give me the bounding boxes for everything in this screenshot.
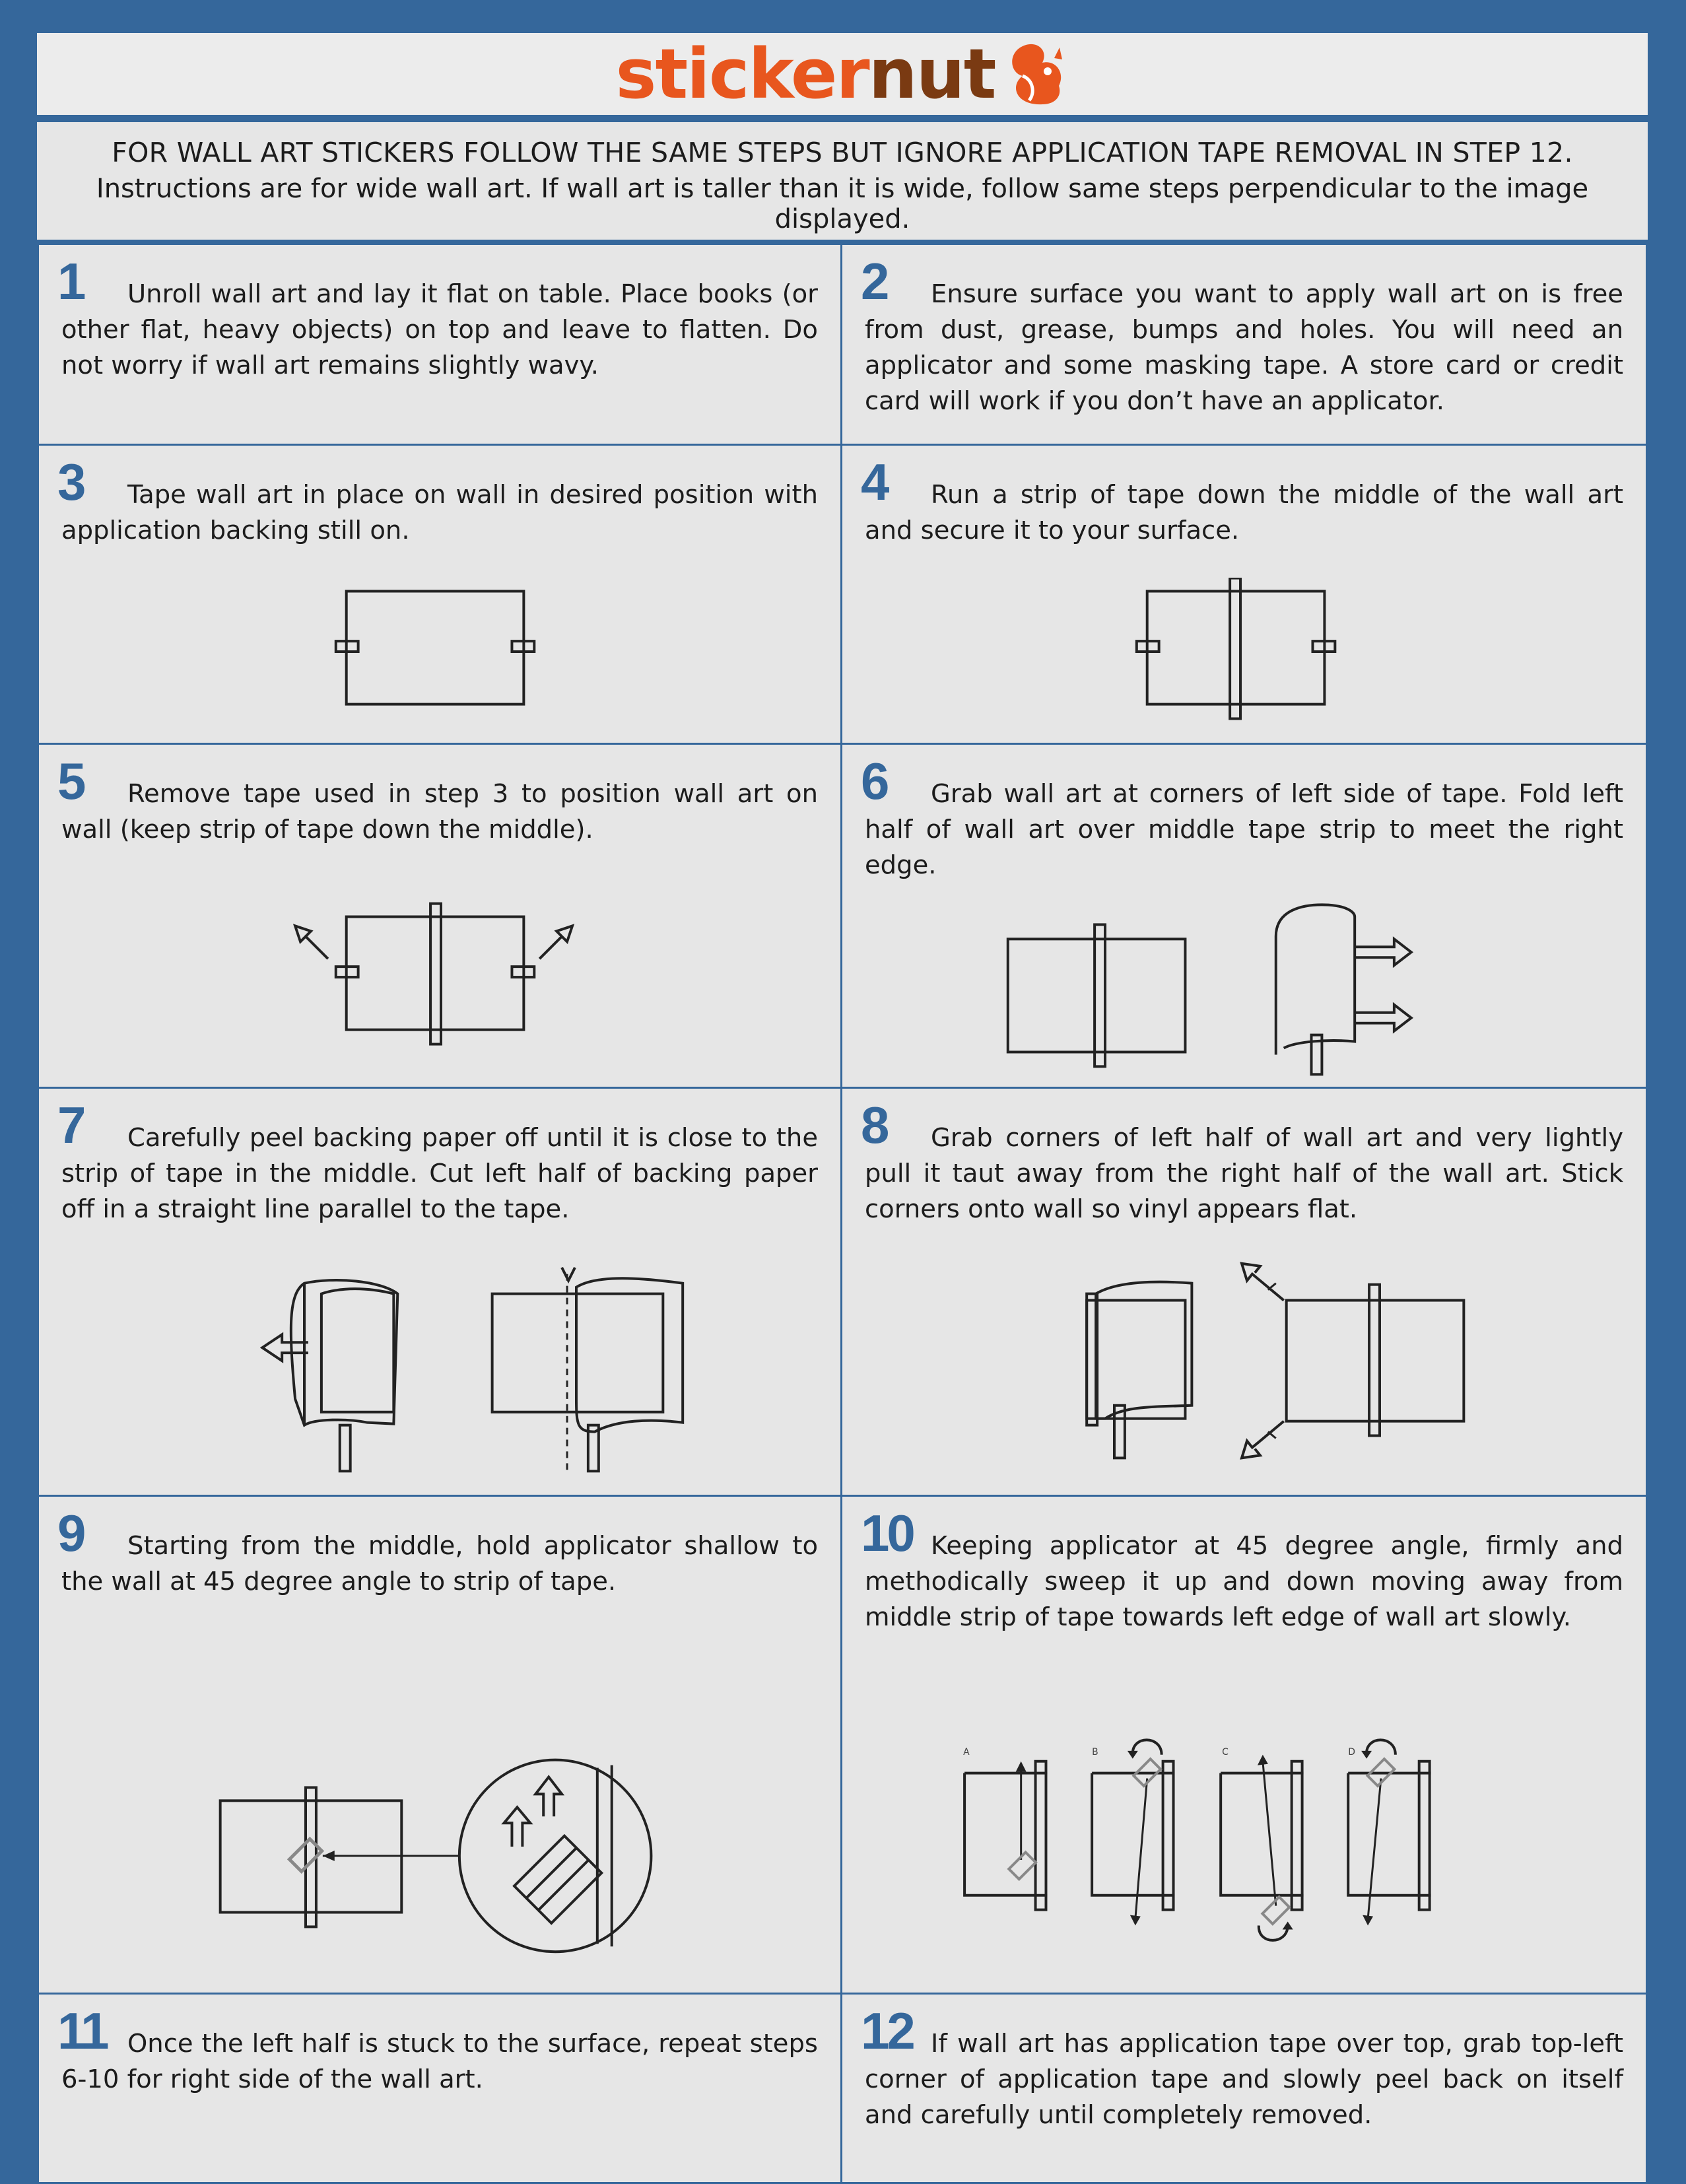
step-text: Carefully peel backing paper off until it is close to the strip of tape in the middle. Cut left half of backing paper off in a straight line parallel to the tape. <box>61 1123 818 1224</box>
step-4 <box>840 444 1648 745</box>
step-9 <box>37 1495 842 1995</box>
step-6 <box>840 743 1648 1089</box>
step-1 <box>37 243 842 446</box>
step-text: Ensure surface you want to apply wall art on is free from dust, grease, bumps and holes. You will need an applicator and some masking tape. A store card or credit card will work if you don’t have an applicator. <box>865 279 1623 416</box>
intro-notice <box>37 119 1648 243</box>
step-10 <box>840 1495 1648 1995</box>
step-2 <box>840 243 1648 446</box>
step-text: Unroll wall art and lay it flat on table. Place books (or other flat, heavy objects) on top and leave to flatten. Do not worry if wall art remains slightly wavy. <box>61 279 818 380</box>
step-text: Tape wall art in place on wall in desired position with application backing still on. <box>61 480 818 545</box>
step-text: Grab corners of left half of wall art and very lightly pull it taut away from the right half of the wall art. Stick corners onto wall so vinyl appears flat. <box>865 1123 1623 1224</box>
step-number: 4 <box>861 453 887 511</box>
step-number: 1 <box>57 252 84 310</box>
squirrel-icon <box>996 40 1069 108</box>
fig10-label-b: B <box>1092 1746 1098 1757</box>
step-number: 6 <box>861 752 887 810</box>
steps-grid <box>37 243 1648 2146</box>
step-number: 7 <box>57 1096 84 1154</box>
step-12 <box>840 1993 1648 2184</box>
step-5 <box>37 743 842 1089</box>
step-3 <box>37 444 842 745</box>
step-text: Run a strip of tape down the middle of the wall art and secure it to your surface. <box>865 480 1623 545</box>
header <box>37 33 1648 115</box>
step-number: 12 <box>861 2002 913 2060</box>
step-6-illustration <box>842 883 1646 1081</box>
step-3-illustration <box>39 578 840 736</box>
step-10-illustration <box>842 1728 1646 1992</box>
step-4-illustration <box>842 578 1646 736</box>
fig10-label-c: C <box>1222 1746 1229 1757</box>
step-number: 5 <box>57 752 84 810</box>
step-7 <box>37 1087 842 1497</box>
step-text: If wall art has application tape over top, grab top-left corner of application tape and slowly peel back on itself and carefully until completely removed. <box>865 2029 1623 2130</box>
intro-line-2: Instructions are for wide wall art. If wall art is taller than it is wide, follow same steps perpendicular to the image displayed. <box>96 174 1589 234</box>
step-11 <box>37 1993 842 2184</box>
step-5-illustration <box>39 890 840 1081</box>
brand-name-part1: sticker <box>615 34 869 114</box>
step-number: 11 <box>57 2002 107 2060</box>
step-9-illustration <box>39 1715 840 1985</box>
step-text: Keeping applicator at 45 degree angle, firmly and methodically sweep it up and down moving away from middle strip of tape towards left edge of wall art slowly. <box>865 1531 1623 1632</box>
brand-name-part2: nut <box>868 34 995 114</box>
step-text: Starting from the middle, hold applicator shallow to the wall at 45 degree angle to strip of tape. <box>61 1531 818 1596</box>
step-text: Remove tape used in step 3 to position wall art on wall (keep strip of tape down the middle). <box>61 779 818 844</box>
fig10-label-a: A <box>963 1746 970 1757</box>
step-text: Grab wall art at corners of left side of tape. Fold left half of wall art over middle tape strip to meet the right edge. <box>865 779 1623 880</box>
brand-logo[interactable] <box>615 34 1069 114</box>
step-number: 8 <box>861 1096 887 1154</box>
step-number: 2 <box>861 252 887 310</box>
step-number: 10 <box>861 1504 913 1562</box>
intro-line-1: FOR WALL ART STICKERS FOLLOW THE SAME STEPS BUT IGNORE APPLICATION TAPE REMOVAL IN STEP 12. <box>112 137 1573 168</box>
step-7-illustration <box>39 1267 840 1485</box>
step-text: Once the left half is stuck to the surface, repeat steps 6-10 for right side of the wall art. <box>61 2029 818 2094</box>
step-number: 9 <box>57 1504 84 1562</box>
step-8 <box>840 1087 1648 1497</box>
instruction-sheet <box>37 33 1648 2146</box>
fig10-label-d: D <box>1348 1746 1355 1757</box>
step-number: 3 <box>57 453 84 511</box>
step-8-illustration <box>842 1254 1646 1491</box>
